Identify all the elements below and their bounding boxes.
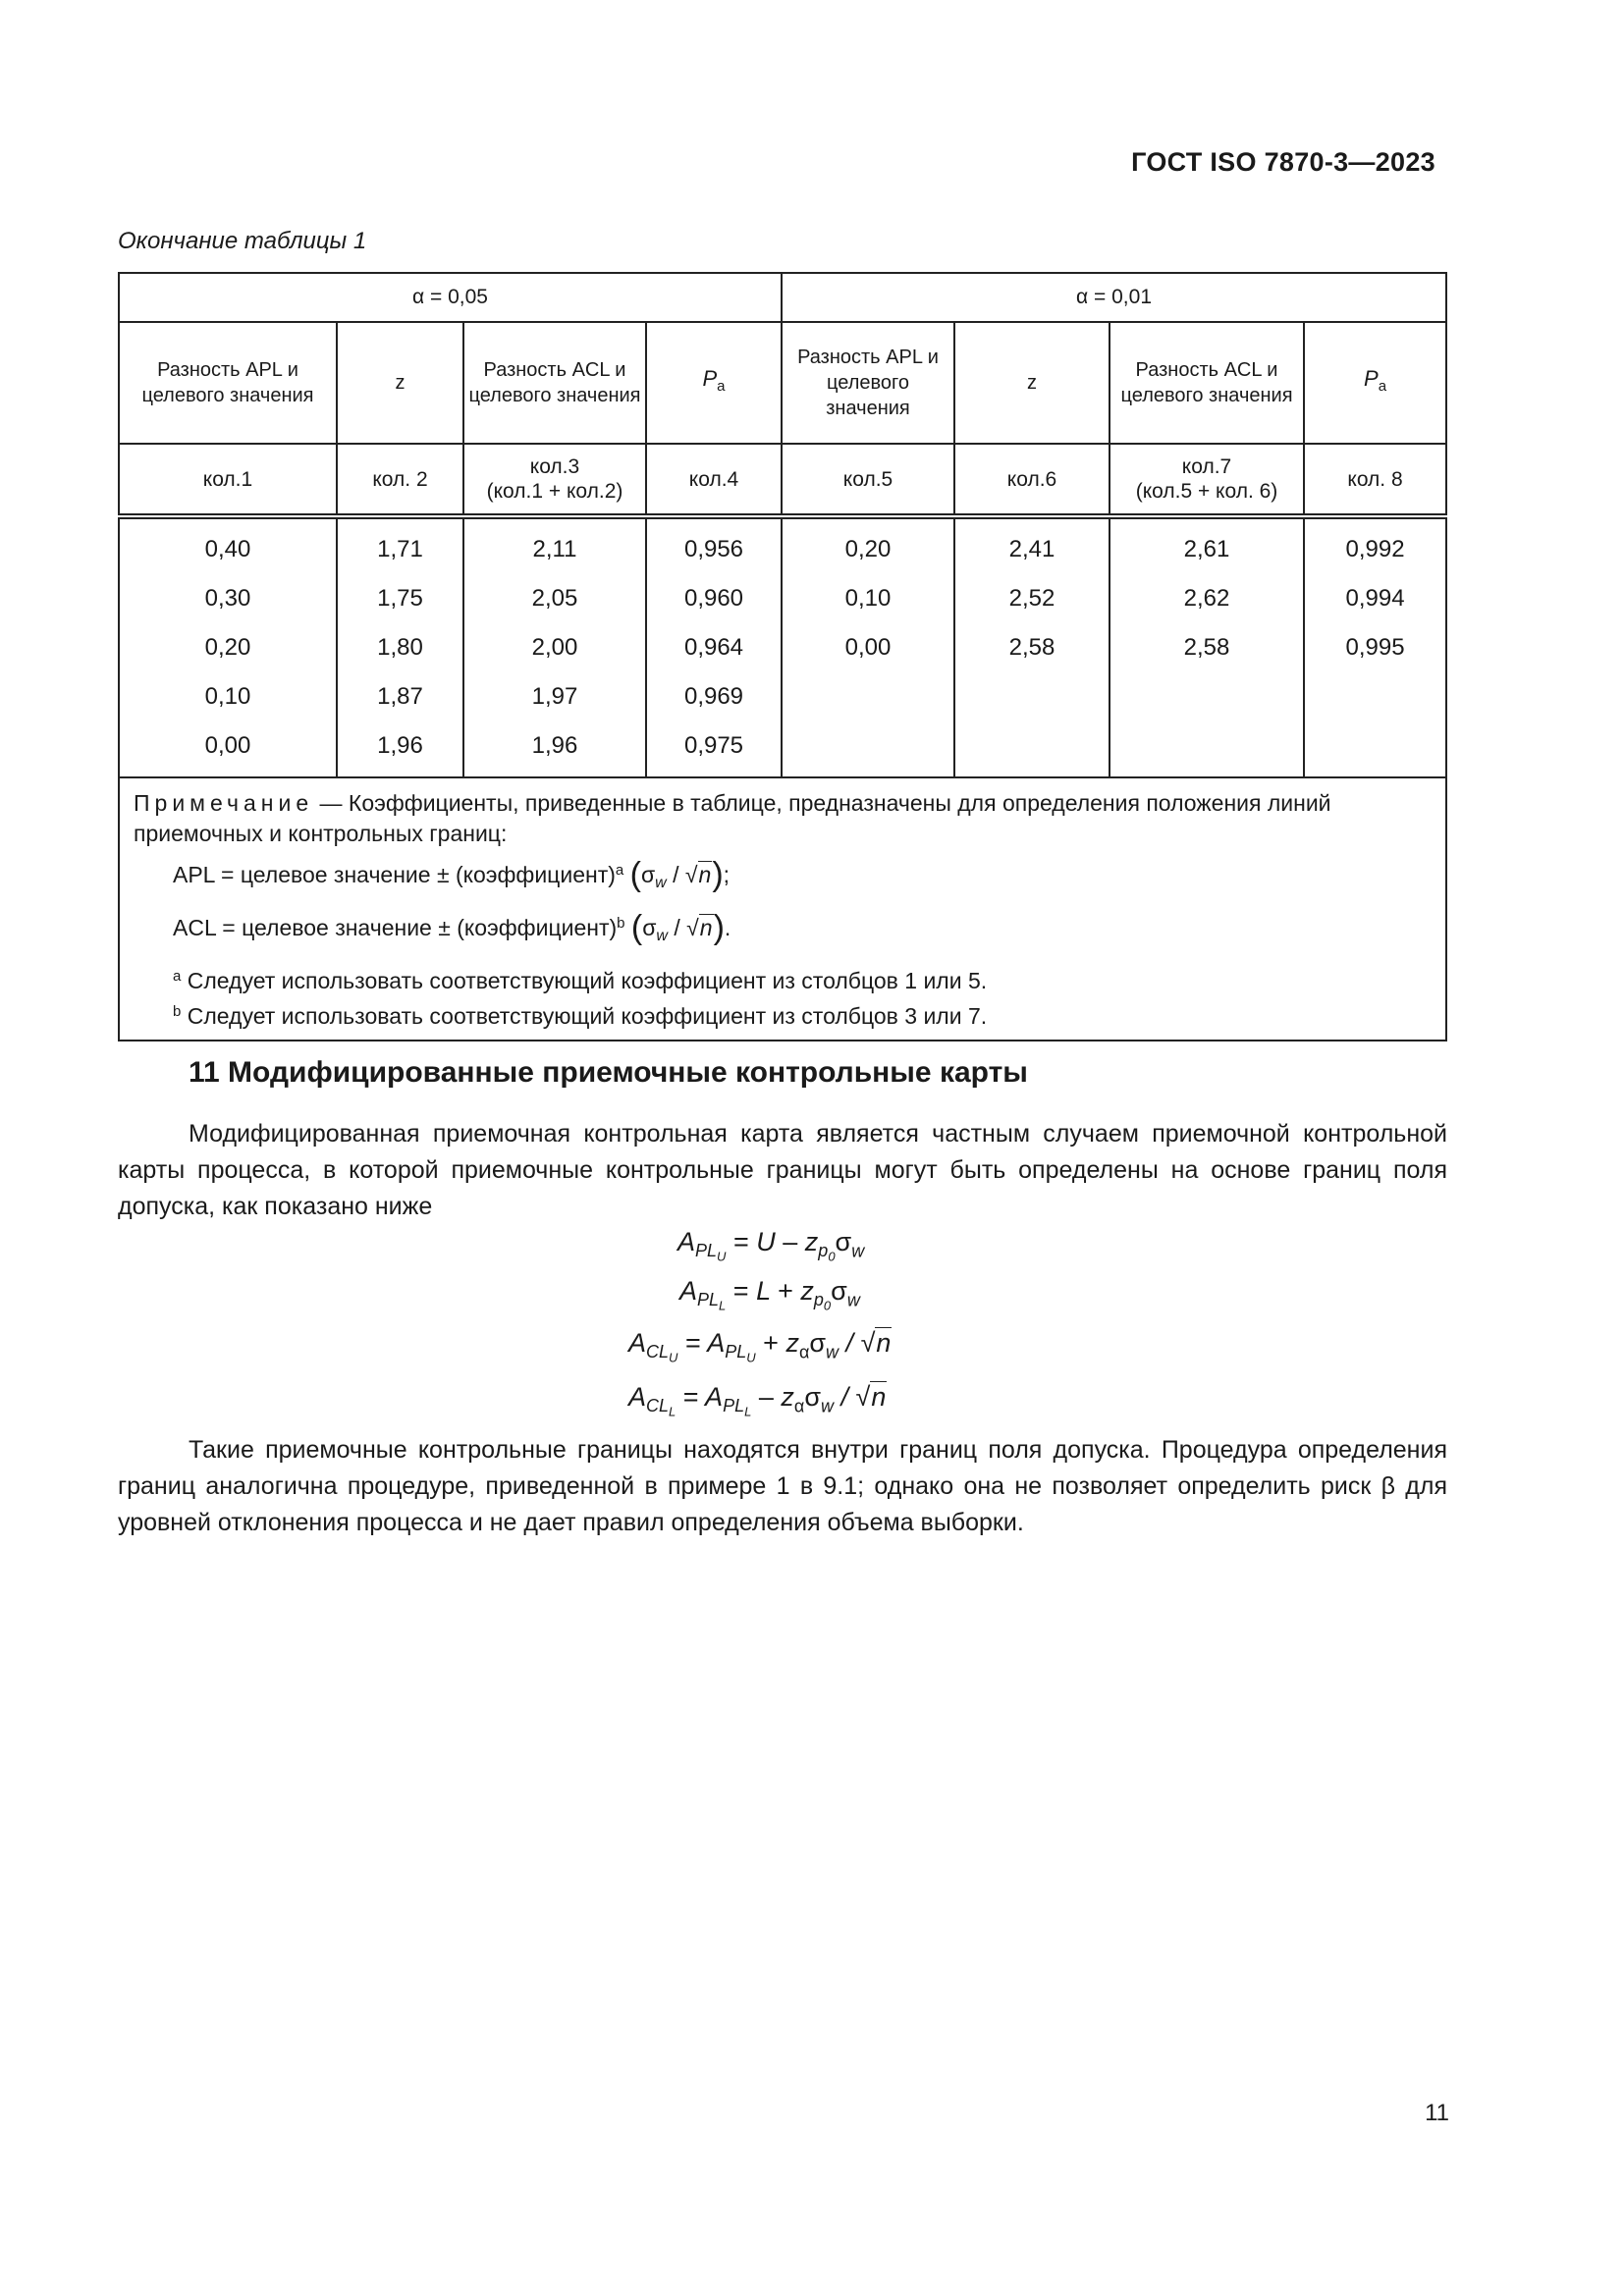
table-cell: 0,995 [1304,623,1446,672]
table-cell: 0,30 [119,574,337,623]
table-cell [782,672,954,721]
alpha-001-header: α = 0,01 [782,273,1446,322]
table-cell: 2,41 [954,516,1110,574]
table-cell: 2,00 [463,623,646,672]
table-row [119,672,1446,721]
table-cell: 0,20 [782,516,954,574]
table-row [119,574,1446,623]
table-cell [1304,721,1446,777]
table-cell: 1,96 [337,721,463,777]
table-cell: 2,05 [463,574,646,623]
alpha-005-header: α = 0,05 [119,273,782,322]
table-cell [954,672,1110,721]
table-cell: 2,61 [1110,516,1304,574]
table-cell: 1,96 [463,721,646,777]
table-cell: 1,87 [337,672,463,721]
apl-formula: APL = целевое значение ± (коэффициент)$^a$ $(\sigma_w / √n)$; [173,856,731,893]
paragraph: Модифицированная приемочная контрольная карта является частным случаем приемочной контрольной карты процесса, в которой приемочные контрольные границы могут быть определены на основе границ поля допуска, как показано ниже [118,1120,1447,1220]
col-label: кол.5 [782,444,954,516]
acl-formula: ACL = целевое значение ± (коэффициент)$^b$ $(\sigma_w / √n)$. [173,909,731,946]
header-acl-diff: Разность ACL и целевого значения [463,322,646,444]
table-cell: 0,964 [646,623,782,672]
table-cell: 0,960 [646,574,782,623]
table-cell: 2,52 [954,574,1110,623]
equation-aclu: $A_{CL_U} = A_{PL_U} + z_\alpha\sigma_w / √n$ [628,1328,892,1365]
paragraph: Такие приемочные контрольные границы находятся внутри границ поля допуска. Процедура определения границ аналогична процедуре, приведенной в примере 1 в 9.1; однако она не позволяет определить риск β для уровней отклонения процесса и не дает правил определения объема выборки. [118,1436,1447,1536]
table-cell: 0,975 [646,721,782,777]
header-acl-diff: Разность ACL и целевого значения [1110,322,1304,444]
header-z: z [337,322,463,444]
table-cell: 2,62 [1110,574,1304,623]
table-cell [1304,672,1446,721]
col-label: кол.4 [646,444,782,516]
equation-aplu: $A_{PL_U} = U - z_{p_0}\sigma_w$ [677,1227,865,1264]
header-z: z [954,322,1110,444]
section-title: 11 Модифицированные приемочные контрольные карты [189,1056,1028,1089]
header-pa: $P_a$ [1304,322,1446,444]
document-header: ГОСТ ISO 7870-3—2023 [1131,147,1435,177]
table-cell: 0,956 [646,516,782,574]
table-cell: 2,11 [463,516,646,574]
table-row [119,721,1446,777]
table-cell [1110,721,1304,777]
header-apl-diff: Разность APL и целевого значения [782,322,954,444]
col-label: кол.3 (кол.1 + кол.2) [463,444,646,516]
table-cell: 0,00 [119,721,337,777]
table-cell [1110,672,1304,721]
table-cell [782,721,954,777]
table-cell: 1,75 [337,574,463,623]
table-cell: 0,969 [646,672,782,721]
col-label: кол. 8 [1304,444,1446,516]
table-caption: Окончание таблицы 1 [118,228,367,254]
table-row [119,516,1446,574]
table-cell: 0,992 [1304,516,1446,574]
table-cell: 0,10 [119,672,337,721]
coefficient-table [118,272,1447,1041]
table-cell: 1,71 [337,516,463,574]
page-number: 11 [1425,2100,1449,2126]
table-cell: 0,10 [782,574,954,623]
table-cell: 0,994 [1304,574,1446,623]
table-row [119,623,1446,672]
table-cell: 2,58 [1110,623,1304,672]
table-cell: 1,80 [337,623,463,672]
note-text: Примечание — Коэффициенты, приведенные в таблице, предназначены для определения положения линий приемочных и контрольных границ: [134,790,1331,846]
col-label: кол. 2 [337,444,463,516]
equation-apll: $A_{PL_L} = L + z_{p_0}\sigma_w$ [679,1276,860,1313]
equation-acll: $A_{CL_L} = A_{PL_L} - z_\alpha\sigma_w / √n$ [628,1382,887,1419]
table-cell: 2,58 [954,623,1110,672]
col-label: кол.1 [119,444,337,516]
footnote-b: $^b$ Следует использовать соответствующий коэффициент из столбцов 3 или 7. [173,1003,988,1029]
col-label: кол.6 [954,444,1110,516]
table-cell: 0,00 [782,623,954,672]
table-cell: 0,20 [119,623,337,672]
footnote-a: $^a$ Следует использовать соответствующий коэффициент из столбцов 1 или 5. [173,968,988,993]
col-label: кол.7 (кол.5 + кол. 6) [1110,444,1304,516]
table-cell: 1,97 [463,672,646,721]
header-pa: $P_a$ [646,322,782,444]
table-cell [954,721,1110,777]
table-note [119,777,1446,1041]
table-cell: 0,40 [119,516,337,574]
header-apl-diff: Разность APL и целевого значения [119,322,337,444]
